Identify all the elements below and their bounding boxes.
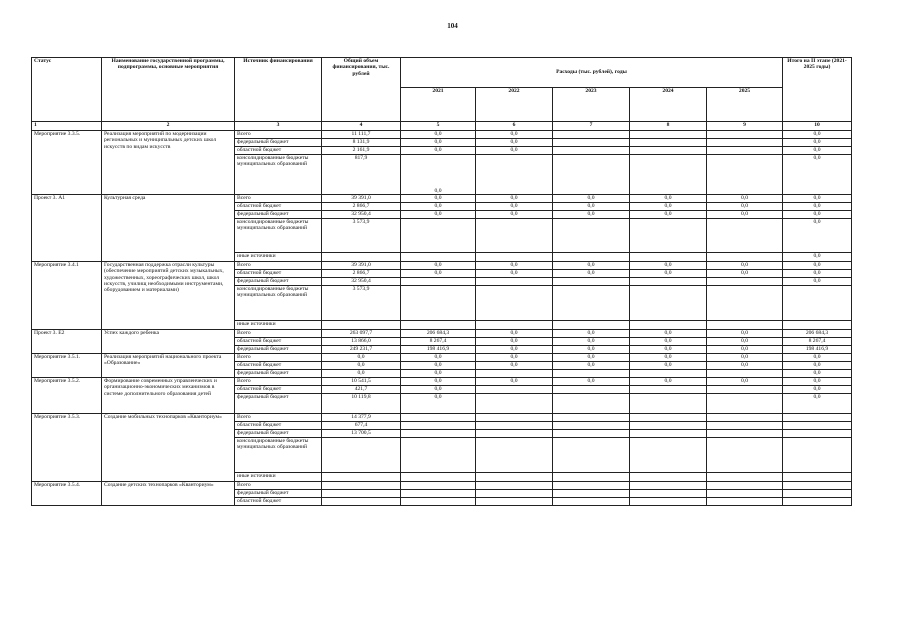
row-name: Реализация мероприятий по модернизации региональных и муниципальных детских школ искусств по видам искусств [102, 131, 235, 195]
stage-total-value [783, 321, 852, 330]
year-value-2023 [553, 219, 630, 253]
row-name: Создание мобильных технопарков «Кванториум» [102, 414, 235, 482]
column-number: 5 [401, 122, 476, 131]
year-value-2025 [707, 473, 783, 482]
stage-total-value: 198 416,9 [783, 346, 852, 354]
year-value-2022 [476, 498, 553, 506]
year-value-2021: 0,0 [401, 211, 476, 219]
stage-total-value [783, 286, 852, 321]
total-value [322, 482, 401, 490]
year-value-2024: 0,0 [630, 195, 707, 203]
funding-source: иные источники [235, 473, 322, 482]
year-value-2023 [553, 394, 630, 414]
year-value-2022: 0,0 [476, 262, 553, 270]
year-value-2021 [401, 286, 476, 321]
total-value: 32 950,4 [322, 278, 401, 286]
header-stage-total: Итого на II этапе (2021-2025 годы) [783, 58, 852, 122]
year-value-2023: 0,0 [553, 203, 630, 211]
year-value-2021: 0,0 [401, 147, 476, 155]
column-number: 7 [553, 122, 630, 131]
total-value: 14 377,9 [322, 414, 401, 422]
funding-source: федеральный бюджет [235, 278, 322, 286]
year-value-2024 [630, 422, 707, 430]
year-value-2024: 0,0 [630, 338, 707, 346]
stage-total-value: 0,0 [783, 394, 852, 414]
header-year-2025: 2025 [707, 88, 783, 122]
year-value-2024: 0,0 [630, 362, 707, 370]
total-value: 39 391,0 [322, 195, 401, 203]
year-value-2021: 0,0 [401, 378, 476, 386]
year-value-2023 [553, 498, 630, 506]
funding-source: федеральный бюджет [235, 346, 322, 354]
year-value-2023 [553, 370, 630, 378]
table-row [32, 131, 852, 139]
year-value-2024 [630, 370, 707, 378]
year-value-2023 [553, 414, 630, 422]
funding-source: областной бюджет [235, 203, 322, 211]
year-value-2022 [476, 482, 553, 490]
year-value-2021 [401, 438, 476, 473]
year-value-2025 [707, 490, 783, 498]
year-value-2022: 0,0 [476, 195, 553, 203]
year-value-2023 [553, 482, 630, 490]
year-value-2023: 0,0 [553, 270, 630, 278]
year-value-2024 [630, 394, 707, 414]
total-value: 10 541,5 [322, 378, 401, 386]
year-value-2022 [476, 219, 553, 253]
row-name: Государственная поддержка отрасли культуры (обеспечение мероприятий детских музыкальных, художественных, хореографических школ, школ искусств, училищ необходимыми инструментами, оборудованием и материалами) [102, 262, 235, 330]
stage-total-value: 0,0 [783, 386, 852, 394]
table-row [32, 262, 852, 270]
funding-source: областной бюджет [235, 270, 322, 278]
year-value-2023 [553, 438, 630, 473]
year-value-2022: 0,0 [476, 211, 553, 219]
year-value-2025 [707, 139, 783, 147]
row-status: Мероприятие 3.5.2. [32, 378, 102, 414]
year-value-2023 [553, 490, 630, 498]
funding-source: федеральный бюджет [235, 394, 322, 414]
funding-source: областной бюджет [235, 498, 322, 506]
year-value-2022: 0,0 [476, 131, 553, 139]
stage-total-value [783, 482, 852, 490]
table-row [32, 195, 852, 203]
row-status: Мероприятие 3.4.1 [32, 262, 102, 330]
year-value-2025 [707, 414, 783, 422]
year-value-2025: 0,0 [707, 338, 783, 346]
year-value-2022 [476, 253, 553, 262]
stage-total-value: 8 267,4 [783, 338, 852, 346]
year-value-2024: 0,0 [630, 270, 707, 278]
year-value-2023: 0,0 [553, 330, 630, 338]
column-number: 1 [32, 122, 102, 131]
stage-total-value: 0,0 [783, 203, 852, 211]
year-value-2025 [707, 147, 783, 155]
year-value-2022 [476, 278, 553, 286]
year-value-2024: 0,0 [630, 346, 707, 354]
header-year-2023: 2023 [553, 88, 630, 122]
year-value-2025 [707, 321, 783, 330]
year-value-2023: 0,0 [553, 362, 630, 370]
year-value-2024 [630, 219, 707, 253]
total-value [322, 253, 401, 262]
year-value-2022 [476, 286, 553, 321]
stage-total-value [783, 414, 852, 422]
total-value [322, 473, 401, 482]
year-value-2021 [401, 253, 476, 262]
total-value: 263 097,7 [322, 330, 401, 338]
year-value-2023 [553, 430, 630, 438]
stage-total-value: 0,0 [783, 278, 852, 286]
year-value-2022 [476, 386, 553, 394]
year-value-2024 [630, 278, 707, 286]
header-year-2021: 2021 [401, 88, 476, 122]
total-value [322, 321, 401, 330]
stage-total-value [783, 430, 852, 438]
year-value-2023: 0,0 [553, 211, 630, 219]
stage-total-value: 0,0 [783, 139, 852, 147]
stage-total-value: 0,0 [783, 253, 852, 262]
year-value-2025: 0,0 [707, 262, 783, 270]
table-row [32, 330, 852, 338]
stage-total-value: 0,0 [783, 195, 852, 203]
row-name: Культурная среда [102, 195, 235, 262]
year-value-2025 [707, 430, 783, 438]
funding-source: областной бюджет [235, 362, 322, 370]
year-value-2023: 0,0 [553, 354, 630, 362]
table-row [32, 414, 852, 422]
row-name: Формирование современных управленческих и организационно-экономических механизмов в системе дополнительного образования детей [102, 378, 235, 414]
year-value-2025 [707, 253, 783, 262]
column-number: 3 [235, 122, 322, 131]
funding-source: Всего [235, 354, 322, 362]
total-value: 3 573,9 [322, 219, 401, 253]
year-value-2021: 0,0 [401, 354, 476, 362]
year-value-2023: 0,0 [553, 378, 630, 386]
column-number: 4 [322, 122, 401, 131]
row-status: Проект 3. Е2 [32, 330, 102, 354]
year-value-2025: 0,0 [707, 203, 783, 211]
year-value-2021: 0,0 [401, 270, 476, 278]
year-value-2021: 0,0 [401, 394, 476, 414]
year-value-2024 [630, 321, 707, 330]
stage-total-value: 0,0 [783, 370, 852, 378]
year-value-2024: 0,0 [630, 378, 707, 386]
year-value-2025: 0,0 [707, 362, 783, 370]
funding-source: областной бюджет [235, 422, 322, 430]
year-value-2024: 0,0 [630, 203, 707, 211]
header-source: Источник финансирования [235, 58, 322, 122]
year-value-2022 [476, 430, 553, 438]
year-value-2025: 0,0 [707, 354, 783, 362]
year-value-2025: 0,0 [707, 378, 783, 386]
column-number: 6 [476, 122, 553, 131]
year-value-2023 [553, 139, 630, 147]
year-value-2024 [630, 482, 707, 490]
funding-source: федеральный бюджет [235, 139, 322, 147]
stage-total-value: 0,0 [783, 219, 852, 253]
year-value-2022: 0,0 [476, 139, 553, 147]
year-value-2024 [630, 386, 707, 394]
row-name: Успех каждого ребенка [102, 330, 235, 354]
total-value [322, 498, 401, 506]
year-value-2022 [476, 394, 553, 414]
column-number: 10 [783, 122, 852, 131]
stage-total-value: 0,0 [783, 362, 852, 370]
year-value-2021: 0,0 [401, 370, 476, 378]
funding-source: Всего [235, 378, 322, 386]
funding-source: областной бюджет [235, 338, 322, 346]
header-year-2024: 2024 [630, 88, 707, 122]
funding-source: иные источники [235, 253, 322, 262]
year-value-2025 [707, 482, 783, 490]
year-value-2021: 8 267,4 [401, 338, 476, 346]
year-value-2025 [707, 155, 783, 195]
year-value-2024 [630, 131, 707, 139]
year-value-2025 [707, 394, 783, 414]
total-value: 13 866,0 [322, 338, 401, 346]
year-value-2022: 0,0 [476, 338, 553, 346]
year-value-2021: 0,0 [401, 362, 476, 370]
year-value-2023 [553, 422, 630, 430]
funding-source: областной бюджет [235, 147, 322, 155]
year-value-2021: 0,0 [401, 155, 476, 195]
stage-total-value [783, 438, 852, 473]
row-status: Мероприятие 3.5.1. [32, 354, 102, 378]
year-value-2022 [476, 490, 553, 498]
column-number: 2 [102, 122, 235, 131]
stage-total-value: 0,0 [783, 354, 852, 362]
budget-table [31, 57, 852, 506]
funding-source: Всего [235, 482, 322, 490]
year-value-2022: 0,0 [476, 354, 553, 362]
total-value [322, 490, 401, 498]
year-value-2024 [630, 155, 707, 195]
row-name: Реализация мероприятий национального проекта «Образование» [102, 354, 235, 378]
stage-total-value: 0,0 [783, 131, 852, 139]
total-value: 13 700,5 [322, 430, 401, 438]
total-value: 421,7 [322, 386, 401, 394]
year-value-2025: 0,0 [707, 195, 783, 203]
year-value-2022 [476, 438, 553, 473]
year-value-2024 [630, 430, 707, 438]
year-value-2024 [630, 414, 707, 422]
year-value-2022: 0,0 [476, 378, 553, 386]
funding-source: Всего [235, 131, 322, 139]
year-value-2023 [553, 386, 630, 394]
year-value-2023 [553, 253, 630, 262]
total-value: 0,0 [322, 362, 401, 370]
header-name: Наименование государственной программы, подпрограммы, основные мероприятия [102, 58, 235, 122]
year-value-2021 [401, 430, 476, 438]
year-value-2021 [401, 321, 476, 330]
funding-source: консолидированные бюджеты муниципальных образований [235, 155, 322, 195]
funding-source: консолидированные бюджеты муниципальных образований [235, 438, 322, 473]
total-value: 0,0 [322, 354, 401, 362]
year-value-2024: 0,0 [630, 330, 707, 338]
total-value: 10 119,8 [322, 394, 401, 414]
year-value-2025: 0,0 [707, 270, 783, 278]
year-value-2023 [553, 321, 630, 330]
year-value-2021 [401, 498, 476, 506]
year-value-2021: 0,0 [401, 386, 476, 394]
year-value-2021 [401, 422, 476, 430]
funding-source: иные источники [235, 321, 322, 330]
header-status: Статус [32, 58, 102, 122]
year-value-2024 [630, 286, 707, 321]
year-value-2025 [707, 370, 783, 378]
year-value-2021 [401, 473, 476, 482]
stage-total-value: 0,0 [783, 262, 852, 270]
year-value-2024 [630, 490, 707, 498]
funding-source: консолидированные бюджеты муниципальных образований [235, 286, 322, 321]
year-value-2021 [401, 278, 476, 286]
total-value: 677,4 [322, 422, 401, 430]
funding-source: Всего [235, 330, 322, 338]
year-value-2022: 0,0 [476, 147, 553, 155]
year-value-2021 [401, 219, 476, 253]
year-value-2022: 0,0 [476, 346, 553, 354]
year-value-2021: 0,0 [401, 203, 476, 211]
year-value-2023 [553, 286, 630, 321]
year-value-2023 [553, 147, 630, 155]
year-value-2023 [553, 278, 630, 286]
year-value-2024 [630, 139, 707, 147]
funding-source: федеральный бюджет [235, 370, 322, 378]
year-value-2024: 0,0 [630, 262, 707, 270]
table-row [32, 378, 852, 386]
funding-source: Всего [235, 414, 322, 422]
total-value [322, 438, 401, 473]
year-value-2024: 0,0 [630, 211, 707, 219]
year-value-2022 [476, 473, 553, 482]
year-value-2023: 0,0 [553, 195, 630, 203]
funding-source: Всего [235, 262, 322, 270]
year-value-2022: 0,0 [476, 330, 553, 338]
total-value: 817,9 [322, 155, 401, 195]
year-value-2022 [476, 155, 553, 195]
year-value-2024 [630, 253, 707, 262]
stage-total-value [783, 422, 852, 430]
total-value: 249 231,7 [322, 346, 401, 354]
year-value-2023: 0,0 [553, 262, 630, 270]
column-number: 9 [707, 122, 783, 131]
row-status: Мероприятие 3.5.4. [32, 482, 102, 506]
year-value-2021: 0,0 [401, 139, 476, 147]
year-value-2025 [707, 438, 783, 473]
year-value-2024: 0,0 [630, 354, 707, 362]
funding-source: федеральный бюджет [235, 211, 322, 219]
year-value-2023: 0,0 [553, 338, 630, 346]
row-status: Проект 3. А1 [32, 195, 102, 262]
stage-total-value: 0,0 [783, 270, 852, 278]
year-value-2022 [476, 370, 553, 378]
total-value: 2 161,9 [322, 147, 401, 155]
year-value-2022: 0,0 [476, 270, 553, 278]
total-value: 2 866,7 [322, 203, 401, 211]
year-value-2024 [630, 473, 707, 482]
year-value-2021: 0,0 [401, 262, 476, 270]
year-value-2025 [707, 498, 783, 506]
header-expenses: Расходы (тыс. рублей), годы [401, 58, 783, 88]
row-status: Мероприятие 3.5.3. [32, 414, 102, 482]
year-value-2025 [707, 286, 783, 321]
stage-total-value: 0,0 [783, 378, 852, 386]
year-value-2025 [707, 278, 783, 286]
year-value-2021: 206 684,3 [401, 330, 476, 338]
column-number: 8 [630, 122, 707, 131]
funding-source: Всего [235, 195, 322, 203]
funding-source: областной бюджет [235, 386, 322, 394]
total-value: 0,0 [322, 370, 401, 378]
year-value-2022 [476, 321, 553, 330]
year-value-2025 [707, 386, 783, 394]
row-status: Мероприятие 3.3.5. [32, 131, 102, 195]
year-value-2021: 0,0 [401, 131, 476, 139]
year-value-2025: 0,0 [707, 330, 783, 338]
stage-total-value: 0,0 [783, 147, 852, 155]
year-value-2025: 0,0 [707, 211, 783, 219]
year-value-2022 [476, 422, 553, 430]
stage-total-value: 0,0 [783, 155, 852, 195]
year-value-2024 [630, 498, 707, 506]
funding-source: федеральный бюджет [235, 430, 322, 438]
stage-total-value: 0,0 [783, 211, 852, 219]
year-value-2021 [401, 414, 476, 422]
header-total: Общий объем финансирования, тыс. рублей [322, 58, 401, 122]
total-value: 2 866,7 [322, 270, 401, 278]
year-value-2022: 0,0 [476, 203, 553, 211]
year-value-2023: 0,0 [553, 346, 630, 354]
year-value-2023 [553, 131, 630, 139]
year-value-2025 [707, 219, 783, 253]
year-value-2024 [630, 438, 707, 473]
total-value: 3 573,9 [322, 286, 401, 321]
year-value-2022: 0,0 [476, 362, 553, 370]
year-value-2025 [707, 131, 783, 139]
stage-total-value: 206 684,3 [783, 330, 852, 338]
total-value: 11 111,7 [322, 131, 401, 139]
stage-total-value [783, 498, 852, 506]
stage-total-value [783, 490, 852, 498]
funding-source: федеральный бюджет [235, 490, 322, 498]
row-name: Создание детских технопарков «Кванториум» [102, 482, 235, 506]
year-value-2021 [401, 482, 476, 490]
funding-source: консолидированные бюджеты муниципальных образований [235, 219, 322, 253]
year-value-2022 [476, 414, 553, 422]
year-value-2021: 0,0 [401, 195, 476, 203]
year-value-2024 [630, 147, 707, 155]
year-value-2025: 0,0 [707, 346, 783, 354]
header-year-2022: 2022 [476, 88, 553, 122]
year-value-2025 [707, 422, 783, 430]
table-row [32, 354, 852, 362]
year-value-2023 [553, 155, 630, 195]
total-value: 39 391,0 [322, 262, 401, 270]
table-row [32, 482, 852, 490]
year-value-2023 [553, 473, 630, 482]
total-value: 8 131,9 [322, 139, 401, 147]
year-value-2021 [401, 490, 476, 498]
stage-total-value [783, 473, 852, 482]
page-number: 104 [447, 22, 458, 30]
year-value-2021: 198 416,9 [401, 346, 476, 354]
total-value: 32 950,4 [322, 211, 401, 219]
